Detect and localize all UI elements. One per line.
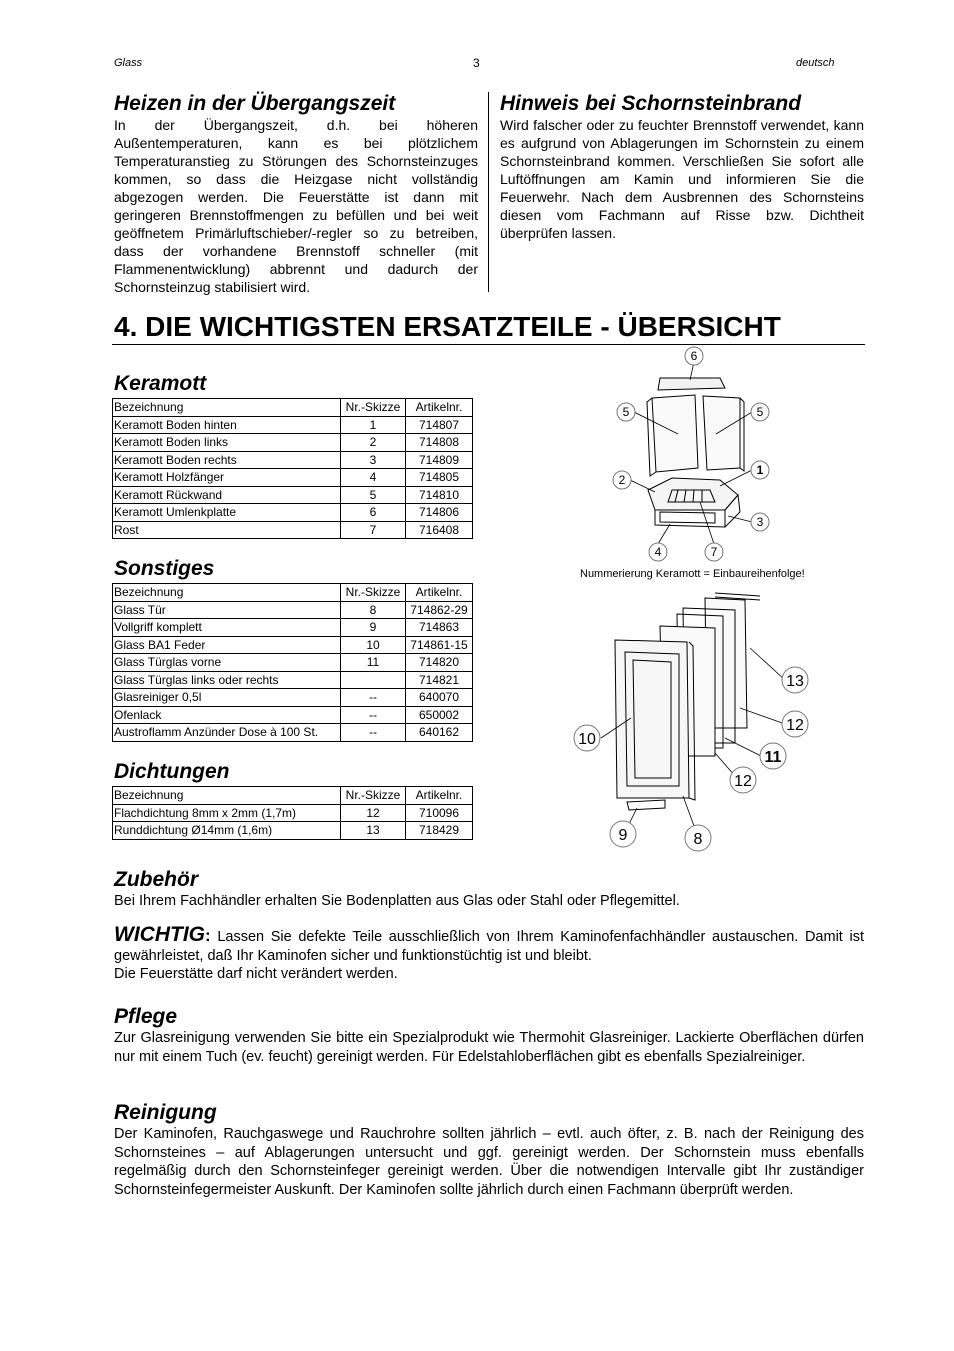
diagram-label: 11: [764, 749, 782, 766]
table-row: [113, 416, 473, 434]
table-cell: --: [341, 724, 406, 742]
diagram-label: 8: [693, 831, 703, 848]
table-header-cell: Bezeichnung: [113, 399, 341, 417]
wichtig-paragraph: [114, 923, 864, 965]
table-cell: 13: [341, 822, 406, 840]
wichtig-text: Lassen Sie defekte Teile ausschließlich von Ihrem Kaminofenfachhändler austauschen. Damit ist gewährleistet, daß Ihr Kaminofen sicher und funktionstüchtig ist und bleibt.: [114, 929, 864, 964]
table-cell: Glass BA1 Feder: [113, 636, 341, 654]
table-header-cell: Nr.-Skizze: [341, 584, 406, 602]
table-row: [113, 804, 473, 822]
wichtig-text-2: Die Feuerstätte darf nicht verändert werden.: [114, 966, 398, 982]
diagram-label: 5: [756, 405, 764, 419]
table-header-cell: Artikelnr.: [406, 787, 473, 805]
table-cell: 12: [341, 804, 406, 822]
dichtungen-table: [112, 786, 473, 840]
table-row: [113, 724, 473, 742]
table-row: [113, 654, 473, 672]
table-header-cell: Nr.-Skizze: [341, 399, 406, 417]
table-cell: 9: [341, 619, 406, 637]
table-header-row: [113, 787, 473, 805]
table-header-row: [113, 584, 473, 602]
zubehoer-text: Bei Ihrem Fachhändler erhalten Sie Bodenplatten aus Glas oder Stahl oder Pflegemittel.: [114, 893, 680, 909]
table-cell: 650002: [406, 706, 473, 724]
table-cell: 714805: [406, 469, 473, 487]
table-row: [113, 504, 473, 522]
table-row: [113, 486, 473, 504]
table-cell: 5: [341, 486, 406, 504]
diagram-caption: Nummerierung Keramott = Einbaureihenfolge!: [580, 568, 805, 580]
table-row: [113, 706, 473, 724]
table-cell: 640070: [406, 689, 473, 707]
table-cell: 1: [341, 416, 406, 434]
table-cell: Keramott Boden links: [113, 434, 341, 452]
table-cell: Glasreiniger 0,5l: [113, 689, 341, 707]
left-column-title: Heizen in der Übergangszeit: [114, 92, 396, 115]
diagram-label: 13: [786, 673, 804, 690]
table-cell: 714820: [406, 654, 473, 672]
table-cell: 716408: [406, 521, 473, 539]
table-cell: Glass Tür: [113, 601, 341, 619]
table-cell: 2: [341, 434, 406, 452]
table-cell: 714808: [406, 434, 473, 452]
table-cell: 4: [341, 469, 406, 487]
table-row: [113, 434, 473, 452]
table-cell: Keramott Boden rechts: [113, 451, 341, 469]
table-row: [113, 636, 473, 654]
diagram-label: 2: [618, 473, 626, 487]
table-cell: Flachdichtung 8mm x 2mm (1,7m): [113, 804, 341, 822]
diagram-label: 5: [622, 405, 630, 419]
reinigung-title: Reinigung: [114, 1101, 217, 1124]
dichtungen-title: Dichtungen: [114, 760, 230, 783]
column-divider: [488, 92, 489, 292]
left-column-text: In der Übergangszeit, d.h. bei höheren Außentemperaturen, kann es bei plötzlichem Temperaturanstieg zu Störungen des Schornsteinzuges kommen, so dass die Heizgase nicht vollständig abgezogen werden. Die Feuerstätte ist dann mit geringeren Brennstoffmengen zu befüllen und bei weit geöffnetem Primärluftschieber/-regler so zu betreiben, dass der vorhandene Brennstoff schneller (mit Flammenentwicklung) abbrennt und dadurch der Schornsteinzug stabilisiert wird.: [114, 117, 478, 295]
wichtig-colon: :: [204, 926, 211, 945]
table-cell: 3: [341, 451, 406, 469]
table-cell: 11: [341, 654, 406, 672]
table-row: [113, 689, 473, 707]
table-cell: Keramott Boden hinten: [113, 416, 341, 434]
table-cell: Runddichtung Ø14mm (1,6m): [113, 822, 341, 840]
reinigung-section: [114, 1101, 864, 1199]
sonstiges-table: [112, 583, 473, 742]
pflege-text: Zur Glasreinigung verwenden Sie bitte ein Spezialprodukt wie Thermohit Glasreiniger. Lackierte Oberflächen dürfen nur mit einem Tuch (ev. feucht) gereinigt werden. Für Edelstahloberflächen gibt es ebenfalls Spezialreiniger.: [114, 1030, 864, 1065]
table-cell: 8: [341, 601, 406, 619]
diagram-label: 12: [734, 773, 752, 790]
wichtig-title: WICHTIG: [114, 923, 205, 946]
right-column-text: Wird falscher oder zu feuchter Brennstoff verwendet, kann es aufgrund von Ablagerungen im Schornstein zu einem Schornsteinbrand kommen. Verschließen Sie sofort alle Luftöffnungen am Kamin und informieren Sie die Feuerwehr. Nach dem Ausbrennen des Schornsteins diesen vom Fachmann auf Risse bzw. Dichtheit überprüfen lassen.: [500, 117, 864, 241]
table-cell: [341, 671, 406, 689]
table-header-cell: Bezeichnung: [113, 787, 341, 805]
table-cell: 710096: [406, 804, 473, 822]
table-header-cell: Artikelnr.: [406, 399, 473, 417]
table-row: [113, 671, 473, 689]
diagram-label: 7: [710, 545, 718, 559]
left-column: [114, 92, 478, 296]
table-cell: 714806: [406, 504, 473, 522]
pflege-section: [114, 1005, 864, 1066]
header-left: Glass: [114, 57, 143, 69]
diagram-label: 4: [654, 545, 662, 559]
table-cell: 714809: [406, 451, 473, 469]
diagram-label: 10: [578, 731, 596, 748]
pflege-title: Pflege: [114, 1005, 178, 1028]
table-header-cell: Nr.-Skizze: [341, 787, 406, 805]
table-cell: 10: [341, 636, 406, 654]
keramott-diagram: [560, 340, 820, 570]
table-row: [113, 469, 473, 487]
right-column-title: Hinweis bei Schornsteinbrand: [500, 92, 802, 115]
table-cell: 6: [341, 504, 406, 522]
table-cell: Keramott Holzfänger: [113, 469, 341, 487]
right-column: [500, 92, 864, 242]
table-cell: 714861-15: [406, 636, 473, 654]
door-diagram: [565, 588, 825, 858]
sonstiges-title: Sonstiges: [114, 557, 215, 580]
diagram-label: 6: [690, 349, 698, 363]
table-cell: Glass Türglas links oder rechts: [113, 671, 341, 689]
diagram-label: 1: [756, 463, 764, 477]
page-number: 3: [473, 56, 480, 70]
diagram-label: 12: [786, 717, 804, 734]
table-row: [113, 521, 473, 539]
zubehoer-title: Zubehör: [114, 868, 198, 891]
table-cell: Rost: [113, 521, 341, 539]
reinigung-text: Der Kaminofen, Rauchgaswege und Rauchrohre sollten jährlich – evtl. auch öfter, z. B. nach der Reinigung des Schornsteines – auf Ablagerungen untersucht und ggf. gereinigt werden. Der Schornstein muss ebenfalls regelmäßig durch den Schornsteinfeger gereinigt werden. Über die notwendigen Intervalle gibt Ihr zuständiger Schornsteinfegermeister Auskunft. Der Kaminofen sollte jährlich durch einen Fachmann überprüft werden.: [114, 1126, 864, 1198]
table-cell: Glass Türglas vorne: [113, 654, 341, 672]
keramott-table: [112, 398, 473, 539]
table-cell: 714821: [406, 671, 473, 689]
table-cell: 7: [341, 521, 406, 539]
table-header-row: [113, 399, 473, 417]
table-cell: Vollgriff komplett: [113, 619, 341, 637]
table-cell: Keramott Rückwand: [113, 486, 341, 504]
table-header-cell: Artikelnr.: [406, 584, 473, 602]
keramott-title: Keramott: [114, 372, 207, 395]
table-cell: --: [341, 706, 406, 724]
table-cell: 640162: [406, 724, 473, 742]
table-row: [113, 619, 473, 637]
diagram-label: 3: [756, 515, 764, 529]
table-cell: --: [341, 689, 406, 707]
header-right: deutsch: [796, 57, 835, 69]
table-cell: 714863: [406, 619, 473, 637]
table-cell: 714862-29: [406, 601, 473, 619]
table-cell: 718429: [406, 822, 473, 840]
table-cell: 714810: [406, 486, 473, 504]
diagram-label: 9: [618, 827, 628, 844]
table-cell: Austroflamm Anzünder Dose à 100 St.: [113, 724, 341, 742]
table-cell: Ofenlack: [113, 706, 341, 724]
table-cell: 714807: [406, 416, 473, 434]
table-header-cell: Bezeichnung: [113, 584, 341, 602]
section-title: 4. DIE WICHTIGSTEN ERSATZTEILE - ÜBERSICHT: [114, 311, 781, 342]
table-row: [113, 601, 473, 619]
table-row: [113, 451, 473, 469]
wichtig-section: [114, 923, 864, 984]
table-cell: Keramott Umlenkplatte: [113, 504, 341, 522]
table-row: [113, 822, 473, 840]
zubehoer-section: [114, 868, 864, 911]
